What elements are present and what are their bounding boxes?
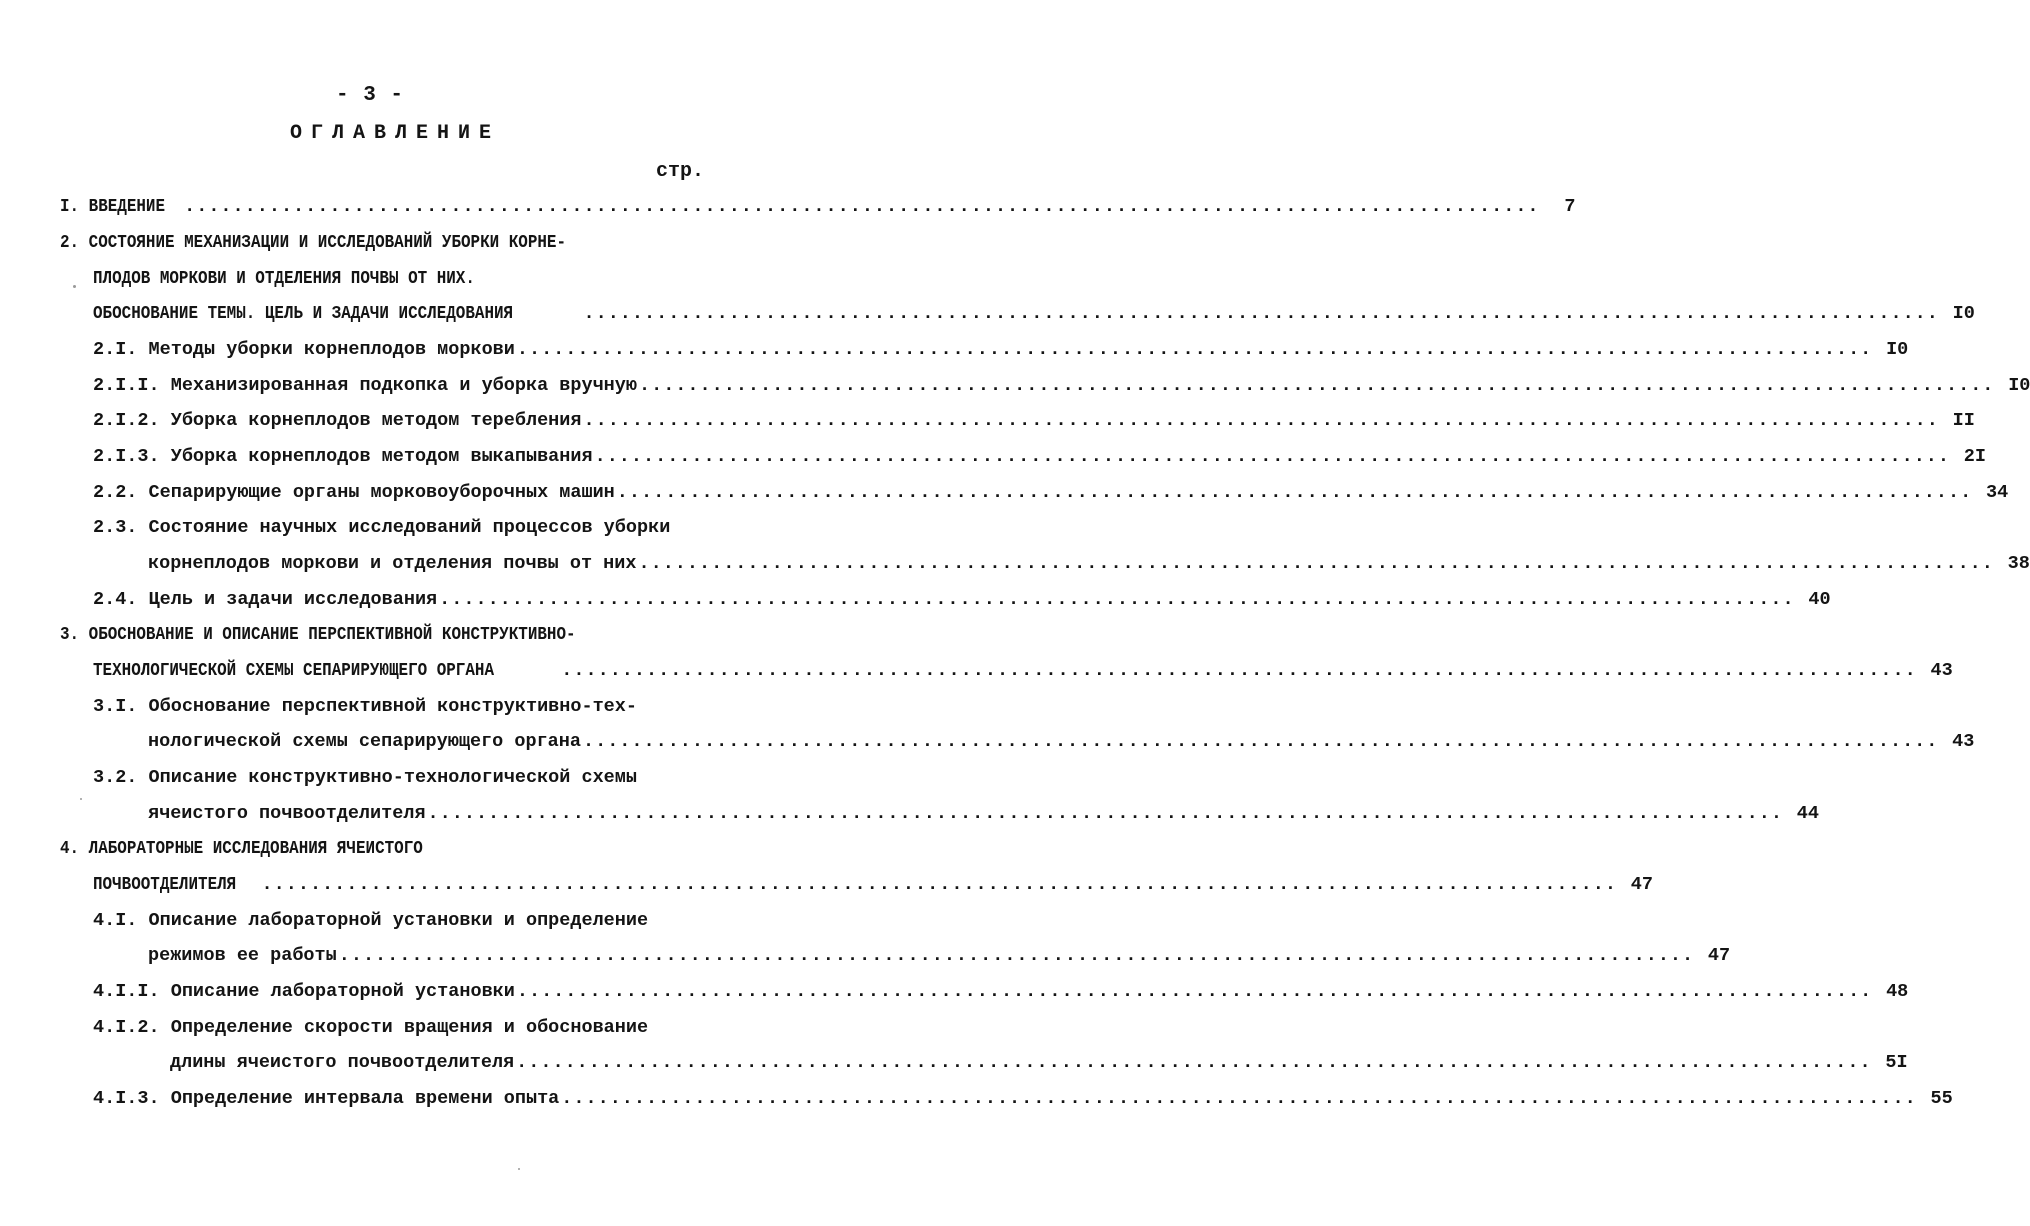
toc-entry-2-1-2 <box>93 407 1975 435</box>
toc-entry-page: I0 <box>2008 375 2030 396</box>
toc-entry-page: 43 <box>1952 731 1975 752</box>
toc-entry-2-2 <box>93 479 2009 507</box>
toc-entry-2-4 <box>93 586 1831 614</box>
scan-speck <box>518 1168 520 1170</box>
toc-entry-page: 55 <box>1930 1088 1953 1109</box>
toc-entry-text: 3. ОБОСНОВАНИЕ И ОПИСАНИЕ ПЕРСПЕКТИВНОЙ КОНСТРУКТИВНО- <box>60 624 576 645</box>
toc-entry-page: 2I <box>1963 446 1986 467</box>
toc-entry-page: 47 <box>1630 874 1653 895</box>
toc-entry-2-1-1 <box>93 372 2030 400</box>
toc-entry-4-1-1 <box>93 978 1909 1006</box>
toc-entry-text: ПОЧВООТДЕЛИТЕЛЯ <box>93 874 237 895</box>
toc-leader-dots: ................................................................................................................ <box>561 660 1917 681</box>
toc-entry-page: 38 <box>2007 553 2030 574</box>
toc-entry-text: 4.I.3. Определение интервала времени опыта <box>93 1088 560 1109</box>
toc-entry-page: 43 <box>1930 660 1953 681</box>
toc-entry-page: 5I <box>1885 1052 1908 1073</box>
toc-leader-dots: ................................................................................................................ <box>561 1088 1917 1109</box>
toc-entry-text: 4.I.2. Определение скорости вращения и обоснование <box>93 1017 649 1038</box>
toc-entry-2-1-3 <box>93 443 1986 471</box>
toc-entry-text: 3.I. Обоснование перспективной конструктивно-тех- <box>93 696 637 717</box>
toc-leader-dots: ................................................................................................................ <box>338 945 1695 966</box>
toc-leader-dots: ................................................................................................................ <box>439 589 1795 610</box>
toc-entry-4-1-2-cont <box>170 1049 1908 1077</box>
toc-entry-text: корнеплодов моркови и отделения почвы от них <box>148 553 637 574</box>
toc-entry-page: 7 <box>1564 196 1576 217</box>
toc-entry-text: длины ячеистого почвоотделителя <box>170 1052 515 1073</box>
toc-leader-dots: ................................................................................................................ <box>582 731 1939 752</box>
toc-entry-text: 2.4. Цель и задачи исследования <box>93 589 438 610</box>
toc-leader-dots: ................................................................................................................ <box>638 553 1994 574</box>
toc-leader-dots: ................................................................................................................ <box>583 410 1939 431</box>
toc-entry-text: 2.I.I. Механизированная подкопка и уборка вручную <box>93 375 637 396</box>
toc-entry-text: 3.2. Описание конструктивно-технологической схемы <box>93 767 637 788</box>
toc-entry-page: I0 <box>1886 339 1909 360</box>
toc-entry-text: нологической схемы сепарирующего органа <box>148 731 581 752</box>
toc-leader-dots: ................................................................................................................ <box>261 874 1617 895</box>
toc-entry-4-1-2 <box>93 1014 700 1042</box>
toc-entry-3-2-cont <box>148 800 1819 828</box>
toc-entry-3-1 <box>93 693 700 721</box>
toc-entry-chapter-3 <box>60 621 700 649</box>
toc-leader-dots: ................................................................................................................ <box>594 446 1950 467</box>
scan-speck <box>80 798 82 800</box>
toc-entry-3-2 <box>93 764 700 792</box>
toc-entry-text: ПЛОДОВ МОРКОВИ И ОТДЕЛЕНИЯ ПОЧВЫ ОТ НИХ. <box>93 268 475 289</box>
toc-entry-text: 2. СОСТОЯНИЕ МЕХАНИЗАЦИИ И ИССЛЕДОВАНИЙ УБОРКИ КОРНЕ- <box>60 232 567 253</box>
toc-leader-dots: ................................................................................................................ <box>616 482 1973 503</box>
toc-entry-page: II <box>1952 410 1975 431</box>
toc-entry-text: 2.I.2. Уборка корнеплодов методом теребления <box>93 410 582 431</box>
toc-entry-page: 44 <box>1796 803 1819 824</box>
toc-entry-text: ТЕХНОЛОГИЧЕСКОЙ СХЕМЫ СЕПАРИРУЮЩЕГО ОРГАНА <box>93 660 495 681</box>
toc-leader-dots: ................................................................................................................ <box>583 303 1939 324</box>
page-number: - 3 - <box>335 84 404 107</box>
toc-entry-2-3-cont <box>148 550 2030 578</box>
toc-entry-text: 4.I.I. Описание лабораторной установки <box>93 981 515 1002</box>
toc-leader-dots: ................................................................................................................ <box>427 803 1783 824</box>
toc-entry-introduction <box>60 193 1576 221</box>
toc-entry-chapter-2 <box>60 229 700 257</box>
toc-entry-text: режимов ее работы <box>148 945 337 966</box>
toc-leader-dots: ................................................................................................................ <box>639 375 1995 396</box>
toc-entry-chapter-4 <box>60 835 700 863</box>
toc-entry-3-1-cont <box>148 728 1975 756</box>
scan-speck <box>73 285 76 288</box>
toc-leader-dots: ................................................................................................................ <box>184 196 1540 217</box>
toc-leader-dots: ................................................................................................................ <box>516 1052 1872 1073</box>
toc-leader-dots: ................................................................................................................ <box>516 339 1873 360</box>
toc-entry-text: 2.I. Методы уборки корнеплодов моркови <box>93 339 515 360</box>
toc-entry-text: ячеистого почвоотделителя <box>148 803 426 824</box>
page-title: ОГЛАВЛЕНИЕ <box>289 122 501 145</box>
toc-entry-text: 2.2. Сепарирующие органы морковоуборочных машин <box>93 482 615 503</box>
toc-entry-page: 34 <box>1985 482 2009 503</box>
toc-entry-chapter-4-cont <box>93 871 1653 899</box>
toc-entry-chapter-2-cont <box>93 265 693 293</box>
toc-entry-page: I0 <box>1952 303 1975 324</box>
toc-entry-text: 4.I. Описание лабораторной установки и определение <box>93 910 649 931</box>
toc-entry-text: 2.3. Состояние научных исследований процессов уборки <box>93 517 671 538</box>
toc-entry-text: ОБОСНОВАНИЕ ТЕМЫ. ЦЕЛЬ И ЗАДАЧИ ИССЛЕДОВАНИЯ <box>93 303 514 324</box>
toc-entry-chapter-2-cont2 <box>93 300 1975 328</box>
toc-entry-2-3 <box>93 514 700 542</box>
toc-entry-text: 2.I.3. Уборка корнеплодов методом выкапывания <box>93 446 593 467</box>
page-column-label: стр. <box>655 160 704 183</box>
toc-entry-text: 4. ЛАБОРАТОРНЫЕ ИССЛЕДОВАНИЯ ЯЧЕИСТОГО <box>60 838 423 859</box>
toc-entry-2-1 <box>93 336 1909 364</box>
toc-entry-4-1-cont <box>148 942 1731 970</box>
toc-entry-page: 47 <box>1707 945 1731 966</box>
toc-entry-4-1-3 <box>93 1085 1953 1113</box>
toc-entry-page: 40 <box>1808 589 1831 610</box>
toc-entry-4-1 <box>93 907 700 935</box>
toc-entry-chapter-3-cont <box>93 657 1953 685</box>
toc-leader-dots: ................................................................................................................ <box>516 981 1873 1002</box>
toc-entry-text: I. ВВЕДЕНИЕ <box>60 196 166 217</box>
toc-entry-page: 48 <box>1886 981 1909 1002</box>
